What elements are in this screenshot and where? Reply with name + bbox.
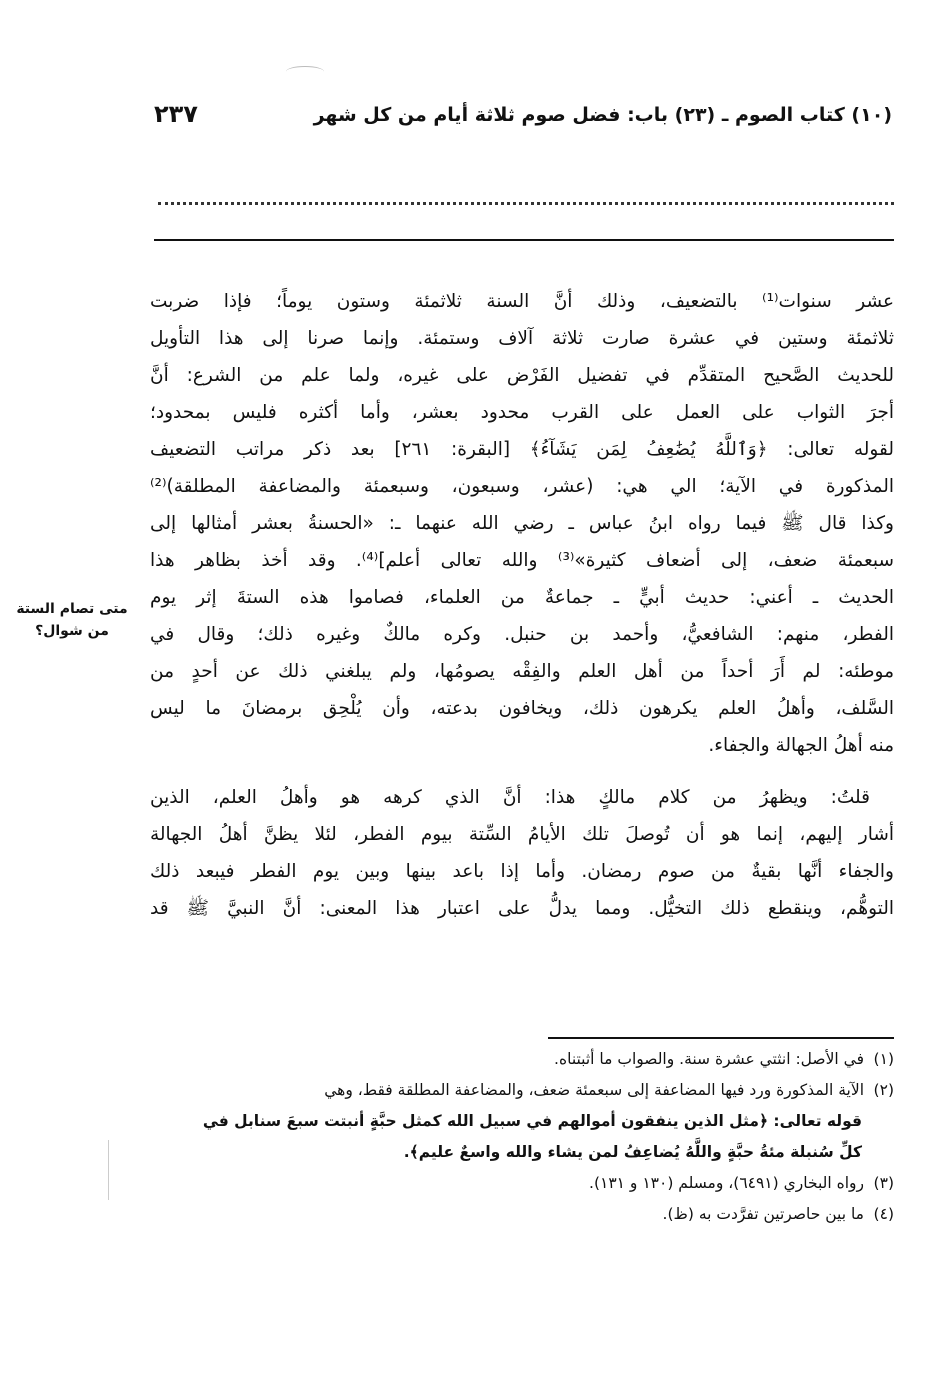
text-line: التوهُّم، وينقطع ذلك التخيُّل. ومما يدلُّ على اعتبار هذا المعنى: أنَّ النبيَّ ﷺ قد	[150, 898, 894, 919]
scan-artifact	[108, 1140, 109, 1200]
footnote-number: (١)	[873, 1050, 894, 1068]
text-line: والجفاء أنَّها بقيةٌ من صوم رمضان. وأما إذا باعد بينها وبين يوم الفطر فيبعد ذلك	[150, 861, 894, 882]
margin-note-line: متى تصام الستة	[16, 601, 128, 617]
footnote-3	[150, 1168, 894, 1199]
header-rule	[154, 239, 894, 241]
text-line: المذكورة في الآية؛ الي هي: (عشر، وسبعون، وسبعمئة والمضاعفة المطلقة)⁽²⁾	[150, 476, 894, 497]
margin-note	[6, 598, 138, 642]
text-line: سبعمئة ضعف، إلى أضعاف كثيرة»⁽³⁾ والله تعالى أعلم]⁽⁴⁾. وقد أخذ بظاهر هذا	[150, 550, 894, 571]
text-line: قلتُ: ويظهرُ من كلام مالكٍ هذا: أنَّ الذي كرهه هو وأهلُ العلم، الذين	[150, 787, 870, 808]
text-line: السَّلف، وأهلُ العلم يكرهون ذلك، ويخافون بدعته، وأن يُلْحِق برمضانَ ما ليس	[150, 698, 894, 719]
text-line: أجرَ الثواب على العمل على القرب محدود بعشر، وأما أكثره فليس بمحدود؛	[150, 402, 894, 423]
footnote-number: (٤)	[873, 1205, 894, 1223]
text-line: لقوله تعالى: ﴿وَٱللَّهُ يُضَٰعِفُ لِمَن يَشَآءُ﴾ [البقرة: ٢٦١] بعد ذكر مراتب التضعيف	[150, 439, 894, 460]
text-line: أشار إليهم، إنما هو أن تُوصلَ تلك الأيامُ السِّتة بيوم الفطر، لئلا يظنَّ أهلُ الجهالة	[150, 824, 894, 845]
footnote-text: الآية المذكورة ورد فيها المضاعفة إلى سبعمئة ضعف، والمضاعفة المطلقة فقط، وهي	[324, 1081, 864, 1099]
page-number: ٢٣٧	[154, 100, 198, 128]
dotted-separator	[158, 202, 894, 205]
text-line: الفطر، منهم: الشافعيُّ، وأحمد بن حنبل. وكره مالكٌ وغيره ذلك؛ وقال في	[150, 624, 894, 645]
text-line: وكذا قال ﷺ فيما رواه ابنُ عباس ـ رضي الله عنهما ـ: «الحسنةُ بعشر أمثالها إلى	[150, 513, 894, 534]
footnote-4	[150, 1199, 894, 1230]
paragraph-gap	[150, 764, 894, 779]
running-head: (١٠) كتاب الصوم ـ (٢٣) باب: فضل صوم ثلاثة أيام من كل شهر	[313, 104, 892, 126]
footnote-rule	[548, 1037, 894, 1039]
main-text	[150, 283, 894, 927]
text-line: الحديث ـ أعني: حديث أبيٍّ ـ جماعةٌ من العلماء، فصاموا هذه الستةَ إثر يوم	[150, 587, 894, 608]
scan-artifact	[286, 66, 324, 77]
footnote-number: (٢)	[873, 1081, 894, 1099]
footnote-2-continuation: كلِّ سُنبلة مئةُ حبَّةٍ واللَّهُ يُضاعِفُ لمن يشاء والله واسعٌ عليم﴾.	[403, 1143, 862, 1161]
footnote-text: في الأصل: انثتي عشرة سنة. والصواب ما أثبتناه.	[554, 1050, 864, 1068]
text-line: منه أهلُ الجهالة والجفاء.	[708, 735, 894, 756]
footnote-2	[150, 1075, 894, 1106]
margin-note-line: من شوال؟	[35, 623, 109, 639]
text-line: للحديث الصَّحيح المتقدِّم في تفضيل الفَرْض على غيره، ولما علم من الشرع: أنَّ	[150, 365, 894, 386]
footnotes	[150, 1044, 894, 1230]
text-line: ثلاثمئة وستين في عشرة صارت ثلاثة آلاف وستمئة. وإنما صرنا إلى هذا التأويل	[150, 328, 894, 349]
text-line: موطئه: لم أَرَ أحداً من أهل العلم والفِقْه يصومُها، ولم يبلغني ذلك عن أحدٍ من	[150, 661, 894, 682]
footnote-1	[150, 1044, 894, 1075]
footnote-text: ما بين حاصرتين تفرَّدت به (ظ).	[662, 1205, 864, 1223]
footnote-text: رواه البخاري (٦٤٩١)، ومسلم (١٣٠ و ١٣١).	[589, 1174, 864, 1192]
text-line: عشر سنوات⁽¹⁾ بالتضعيف، وذلك أنَّ السنة ثلاثمئة وستون يوماً؛ فإذا ضربت	[150, 291, 894, 312]
page-header	[152, 100, 896, 136]
footnote-2-continuation: قوله تعالى: ﴿مثل الذين ينفقون أموالهم في سبيل الله كمثل حبَّةٍ أنبتت سبعَ سنابل في	[202, 1112, 862, 1130]
footnote-number: (٣)	[873, 1174, 894, 1192]
